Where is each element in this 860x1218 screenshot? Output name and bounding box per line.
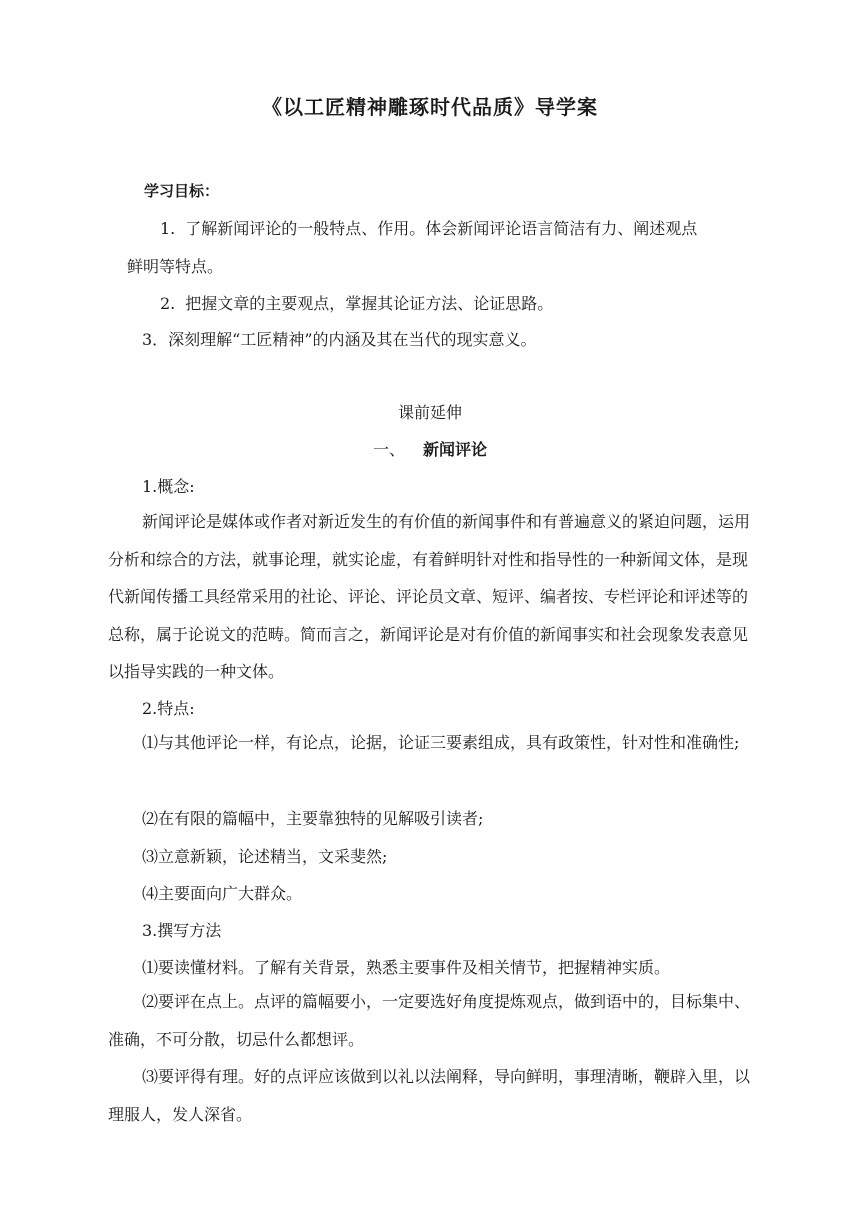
goal-item-2 — [160, 291, 553, 314]
goal-item-2-text: 把握文章的主要观点，掌握其论证方法、论证思路。 — [185, 294, 554, 313]
document-title: 《以工匠精神雕琢时代品质》导学案 — [262, 95, 598, 119]
subsection-heading: 新闻评论 — [423, 440, 488, 459]
method-item-2: ⑵要评在点上。点评的篇幅要小，一定要选好角度提炼观点，做到语中的，目标集中、准确，不可分散，切忌什么都想评。 — [108, 992, 751, 1049]
feature-item-3: ⑶立意新颖，论述精当，文采斐然; — [142, 847, 388, 866]
feature-item-2: ⑵在有限的篇幅中，主要靠独特的见解吸引读者; — [142, 809, 484, 828]
subsection-title — [0, 437, 860, 460]
goal-item-1 — [160, 216, 697, 239]
goal-item-1-text: 了解新闻评论的一般特点、作用。体会新闻评论语言简洁有力、阐述观点 — [185, 219, 698, 238]
section-title: 课前延伸 — [397, 403, 462, 422]
goal-item-2-number: 2. — [160, 294, 176, 313]
goal-item-3: 3．深刻理解“工匠精神”的内涵及其在当代的现实意义。 — [142, 330, 537, 349]
concept-paragraph: 新闻评论是媒体或作者对新近发生的有价值的新闻事件和有普遍意义的紧迫问题，运用分析和综合的方法，就事论理，就实论虚，有着鲜明针对性和指导性的一种新闻文体，是现代新闻传播工具经常采用的社论、评论、评论员文章、短评、编者按、专栏评论和评述等的总称，属于论说文的范畴。简而言之，新闻评论是对有价值的新闻事实和社会现象发表意见以指导实践的一种文体。 — [108, 512, 751, 682]
subsection-number: 一、 — [372, 440, 405, 459]
feature-item-4: ⑷主要面向广大群众。 — [142, 884, 303, 903]
method-item-1: ⑴要读懂材料。了解有关背景，熟悉主要事件及相关情节，把握精神实质。 — [142, 958, 671, 977]
goal-item-1-number: 1. — [160, 219, 176, 238]
concept-label: 1.概念: — [142, 477, 195, 496]
goals-heading: 学习目标： — [144, 182, 220, 200]
goal-item-1-continuation: 鲜明等特点。 — [127, 257, 224, 276]
features-label: 2.特点: — [142, 699, 195, 718]
feature-item-1: ⑴与其他评论一样，有论点，论据，论证三要素组成，具有政策性，针对性和准确性; — [142, 733, 740, 752]
method-item-3: ⑶要评得有理。好的点评应该做到以礼以法阐释，导向鲜明，事理清晰，鞭辟入里，以理服人，发人深省。 — [108, 1067, 751, 1124]
methods-label: 3.撰写方法 — [142, 921, 222, 940]
